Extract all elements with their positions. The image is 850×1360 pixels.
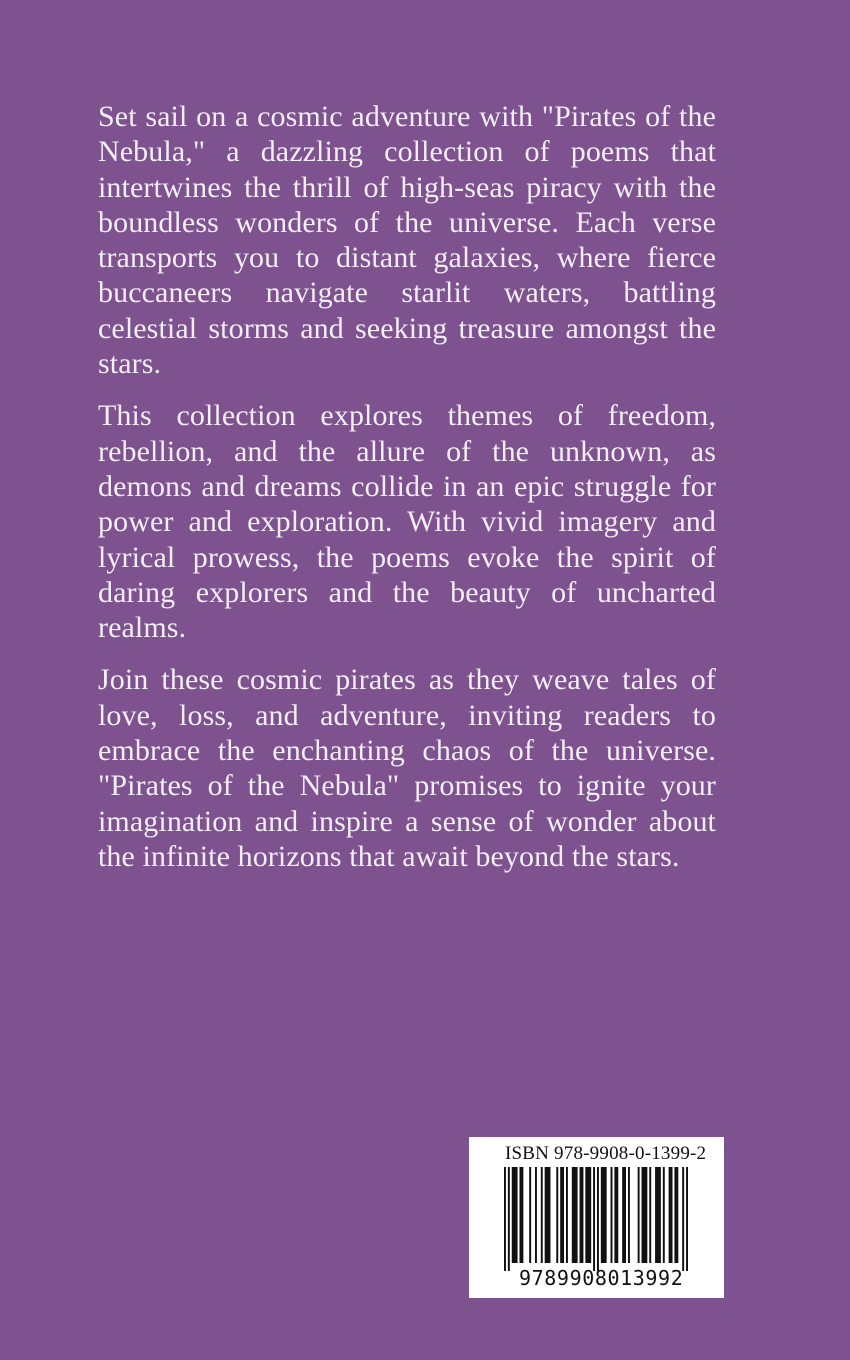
barcode-bar-2 bbox=[512, 1167, 518, 1263]
barcode-bar-24 bbox=[655, 1167, 661, 1263]
barcode-bar-4 bbox=[529, 1167, 531, 1263]
barcode-bar-23 bbox=[649, 1167, 651, 1263]
barcode-bar-20 bbox=[628, 1167, 630, 1263]
barcode-bars bbox=[504, 1167, 688, 1271]
barcode-bar-22 bbox=[642, 1167, 648, 1263]
book-blurb bbox=[98, 99, 716, 891]
isbn-barcode-box bbox=[469, 1137, 724, 1298]
barcode-bar-16 bbox=[601, 1167, 607, 1263]
isbn-label: ISBN 978-9908-0-1399-2 bbox=[505, 1143, 707, 1164]
barcode-bar-13 bbox=[585, 1167, 591, 1263]
barcode-bar-25 bbox=[663, 1167, 665, 1263]
barcode-bar-9 bbox=[560, 1167, 564, 1263]
barcode-bar-3 bbox=[519, 1167, 523, 1263]
isbn-digits: 9789908013992 bbox=[519, 1266, 684, 1290]
barcode-bar-26 bbox=[669, 1167, 673, 1263]
barcode-bar-29 bbox=[686, 1167, 688, 1271]
barcode-bar-27 bbox=[674, 1167, 678, 1263]
barcode-bar-7 bbox=[545, 1167, 551, 1263]
barcode-bar-11 bbox=[572, 1167, 578, 1263]
barcode-bar-10 bbox=[566, 1167, 568, 1263]
barcode-bar-17 bbox=[611, 1167, 613, 1263]
barcode-bar-6 bbox=[541, 1167, 543, 1263]
barcode-bar-19 bbox=[622, 1167, 626, 1263]
barcode-bar-28 bbox=[682, 1167, 684, 1271]
barcode-bar-12 bbox=[580, 1167, 584, 1263]
barcode-bar-21 bbox=[638, 1167, 640, 1263]
barcode-bar-0 bbox=[504, 1167, 506, 1271]
blurb-paragraph-1: Set sail on a cosmic adventure with "Pirates of the Nebula," a dazzling collection of poems that intertwines the thrill of high-seas piracy with the boundless wonders of the universe. Each verse transports you to distant galaxies, where fierce buccaneers navigate starlit waters, battling celestial storms and seeking treasure amongst the stars. bbox=[98, 100, 716, 381]
blurb-paragraph-2: This collection explores themes of freedom, rebellion, and the allure of the unknown, as demons and dreams collide in an epic struggle for power and exploration. With vivid imagery and lyrical prowess, the poems evoke the spirit of daring explorers and the beauty of uncharted realms. bbox=[98, 399, 716, 645]
blurb-paragraph-3: Join these cosmic pirates as they weave tales of love, loss, and adventure, inviting readers to embrace the enchanting chaos of the universe. "Pirates of the Nebula" promises to ignite your imagination and inspire a sense of wonder about the infinite horizons that await beyond the stars. bbox=[98, 663, 716, 873]
barcode-bar-18 bbox=[614, 1167, 618, 1263]
barcode-bar-5 bbox=[535, 1167, 537, 1263]
barcode-bar-1 bbox=[508, 1167, 510, 1271]
barcode-bar-15 bbox=[597, 1167, 599, 1271]
barcode-bar-8 bbox=[556, 1167, 558, 1263]
barcode-bar-14 bbox=[593, 1167, 595, 1271]
